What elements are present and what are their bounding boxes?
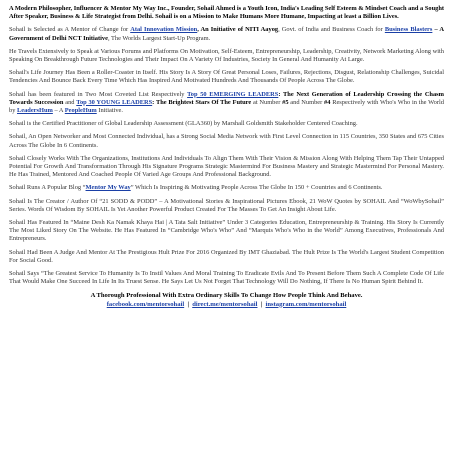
atal-innovation-mission-link[interactable]: Atal Innovation Mission [130,26,198,34]
author-paragraph: Sohail Is The Creator / Author Of “21 SODD & PODD” – A Motivational Stories & Inspirational Pictures Ebook, 21 WoW Quotes by SOHAIL And “WoWbySohail” Series. Words Of Wisdom By SOHAIL Is Yet Another Powerful Product Created For The Masses To Get An Insight About Life. [9,197,444,213]
life-journey-paragraph: Sohail's Life Journey Has Been a Roller-Coaster in Itself. His Story Is A Story Of Great Personal Loses, Failures, Rejections, Disgust, Relationship Challenges, Suicidal Tendencies And Bounce Back Every Time Which Has Inspired And Motivated Hundreds And Thousands Of People Across The Globe. [9,69,444,85]
business-blasters-link[interactable]: Business Blasters [384,26,433,34]
text: and Number [288,98,325,106]
text: , Govt. of India and Business Coach for [278,26,385,34]
text: ” Which Is Inspiring & Motivating People Across The Globe In 150 + Countries and 6 Continents. [130,184,383,192]
organizations-paragraph: Sohail Closely Works With The Organizations, Institutions And Individuals To Align Them With Their Vision & Mission Along With Helping Them Tap Their Untapped Potential For Growth And Transformation Through His Signature Programs Strategic Mastermind For Business Mastery and Strategic Mastermind For Personal Mastery. He Has Trained, Mentored And Coached People Of Varied Age Groups And Professional Background. [9,154,444,179]
direct-me-link[interactable]: direct.me/mentorsohail [192,300,258,308]
text: Sohail has been featured in Two Most Coveted List Respectively [9,90,188,98]
intro-paragraph: A Modern Philosopher, Influencer & Mentor My Way Inc., Founder, Sohail Ahmed is a Youth Icon, India's Leading Self Esteem & Mindset Coach and a Sought After Speaker, Business & Life Strategist from Delhi. Sohail is on a Mission to Make Humans More Humane, Impacting at least a Billion Lives. [9,5,444,21]
hult-prize-paragraph: Sohail Had Been A Judge And Mentor At The Prestigious Hult Prize For 2016 Organized By IMT Ghaziabad. The Hult Prize Is The World's Largest Student Competition For Social Good. [9,248,444,264]
bio-document [9,5,444,309]
link-separator: | [184,300,193,308]
text: Initiative. [96,107,123,115]
quote-paragraph: Sohail Says “The Greatest Service To Humanity Is To Instil Values And Moral Training To Eradicate Evils And To Present Before Them Such A Complete Code Of Life That Would Make One Succeed In Life In Its Truest Sense. He Says Let Us Not Forget That Technology Will Do Nothing, If There Is No Human Spirit Behind It. [9,270,444,286]
networker-paragraph: Sohail, An Open Networker and Most Connected Individual, has a Strong Social Media Network with First Level Connection in 115 Countries, 350 States and 675 Cities Across The Globe In 6 Continents. [9,133,444,149]
peoplehum-link[interactable]: PeopleHum [64,107,97,115]
text: : The Brightest Stars Of The Future [152,98,252,106]
closing-tagline: A Thorough Professional With Extra Ordinary Skills To Change How People Think And Behave. [90,292,363,300]
certification-paragraph: Sohail is the Certified Practitioner of Global Leadership Assessment (GLA360) by Marshall Goldsmith Stakeholder Centered Coaching. [9,120,358,128]
facebook-link[interactable]: facebook.com/mentorsohail [106,300,185,308]
social-links [9,301,444,309]
link-separator: | [257,300,266,308]
top-50-emerging-leaders-link[interactable]: Top 50 EMERGING LEADERS [187,90,279,98]
leadershum-link[interactable]: LeadersHum [17,107,53,115]
top-30-young-leaders-link[interactable]: Top 30 YOUNG LEADERS [76,98,153,106]
rank-number: #4 [324,98,331,106]
instagram-link[interactable]: instagram.com/mentorsohail [265,300,347,308]
travels-paragraph: He Travels Extensively to Speak at Various Forums and Platforms On Motivation, Self-Esteem, Entrepreneurship, Leadership, Creativity, Network Marketing Along with Speaking On Breakthrough Future Technologies and Their Impact On A Variety Of Industries, Society In General And Humanity At Large. [9,47,444,64]
blog-paragraph [9,184,444,192]
tata-salt-paragraph: Sohail Has Featured In “Maine Desh Ka Namak Khaya Hai | A Tata Salt Initiative” Under 3 Categories Education, Entrepreneurship & Training. His Story Is Currently The Most Liked Story On The Website. He Has Featured In “Cambridge Who's Who” And “Marquis Who's Who in the World” Among Executives, Professionals And Entrepreneurs. [9,219,444,243]
text: at Number [251,98,283,106]
featured-lists-paragraph [9,91,444,116]
text: Respectively with Who's Who in the World by [9,98,444,115]
text: : The Next Generation of Leadership Crossing the Chasm Towards Succession [9,90,444,106]
mentor-my-way-link[interactable]: Mentor My Way [85,184,131,192]
text: – A Government of Delhi NCT Initiative [9,26,444,42]
rank-number: #5 [282,98,289,106]
text: and [63,98,77,106]
text: , The Worlds Largest Start-Up Program. [107,34,211,42]
text: , An Initiative of NITI Aayog [197,26,279,34]
text: Sohail Runs A Popular Blog “ [9,184,86,192]
text: Sohail is Selected as A Mentor of Change for [9,26,131,34]
text: – A [52,107,65,115]
mentor-of-change-paragraph [9,26,444,42]
